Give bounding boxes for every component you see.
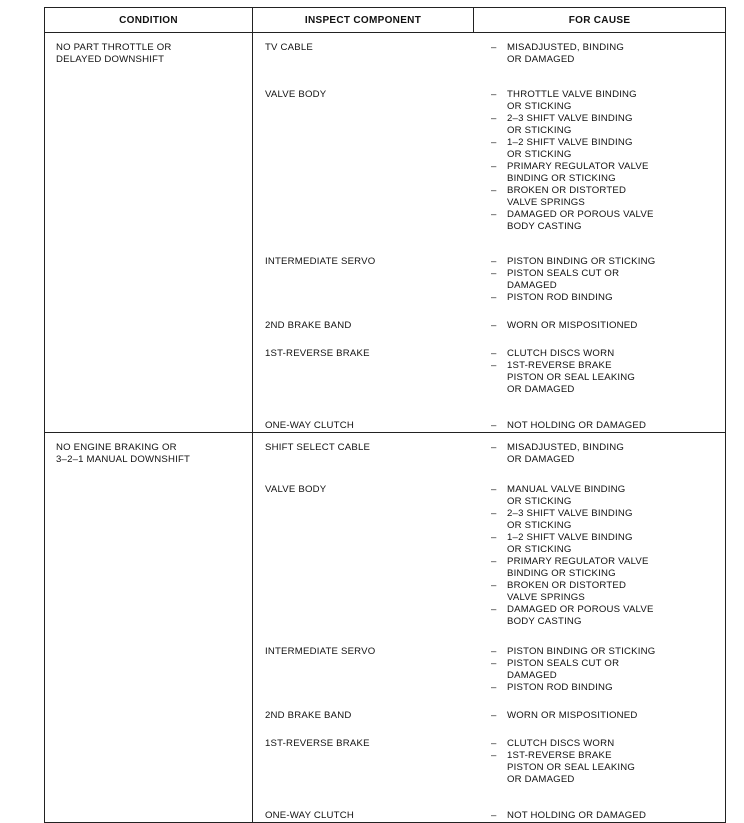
- cause-list: [474, 348, 725, 396]
- cause-text: WORN OR MISPOSITIONED: [507, 710, 638, 721]
- cause-list: [474, 89, 725, 233]
- dash-marker: –: [491, 646, 497, 657]
- cause-list: [474, 484, 725, 628]
- cause-text: BROKEN OR DISTORTED VALVE SPRINGS: [507, 185, 627, 208]
- dash-marker: –: [491, 209, 497, 220]
- dash-marker: –: [491, 750, 497, 761]
- dash-marker: –: [491, 442, 497, 453]
- component-label: 2ND BRAKE BAND: [265, 320, 352, 331]
- component-label: 1ST-REVERSE BRAKE: [265, 738, 370, 749]
- component-label: VALVE BODY: [265, 484, 327, 495]
- condition-cell: [45, 33, 253, 433]
- cause-text: PISTON SEALS CUT OR DAMAGED: [507, 658, 620, 681]
- dash-marker: –: [491, 89, 497, 100]
- components-cell: [253, 433, 726, 823]
- dash-marker: –: [491, 42, 497, 53]
- dash-marker: –: [491, 532, 497, 543]
- dash-marker: –: [491, 710, 497, 721]
- dash-marker: –: [491, 420, 497, 431]
- list-item: [253, 738, 725, 786]
- cause-list: [474, 320, 725, 332]
- dash-marker: –: [491, 682, 497, 693]
- cause-text: PISTON SEALS CUT OR DAMAGED: [507, 268, 620, 291]
- cause-text: NOT HOLDING OR DAMAGED: [507, 420, 647, 431]
- cause-item: [491, 508, 725, 532]
- list-item: [253, 256, 725, 304]
- dash-marker: –: [491, 256, 497, 267]
- list-item: [253, 646, 725, 694]
- cause-text: THROTTLE VALVE BINDING OR STICKING: [507, 89, 637, 112]
- list-item: [253, 420, 725, 432]
- condition-text: NO ENGINE BRAKING OR 3–2–1 MANUAL DOWNSHIFT: [56, 442, 191, 465]
- components-cell: [253, 33, 726, 433]
- component-label: 2ND BRAKE BAND: [265, 710, 352, 721]
- cause-item: [491, 738, 725, 750]
- cause-text: PISTON BINDING OR STICKING: [507, 646, 656, 657]
- cause-text: 1ST-REVERSE BRAKE PISTON OR SEAL LEAKING OR DAMAGED: [507, 360, 636, 395]
- cause-text: PRIMARY REGULATOR VALVE BINDING OR STICKING: [507, 556, 649, 579]
- cause-item: [491, 42, 725, 66]
- cause-text: 2–3 SHIFT VALVE BINDING OR STICKING: [507, 113, 633, 136]
- cause-item: [491, 604, 725, 628]
- cause-text: CLUTCH DISCS WORN: [507, 738, 615, 749]
- diagnosis-table: [44, 7, 726, 823]
- component-label: INTERMEDIATE SERVO: [265, 646, 376, 657]
- cause-text: 2–3 SHIFT VALVE BINDING OR STICKING: [507, 508, 633, 531]
- cause-text: WORN OR MISPOSITIONED: [507, 320, 638, 331]
- dash-marker: –: [491, 185, 497, 196]
- cause-item: [491, 161, 725, 185]
- cause-item: [491, 710, 725, 722]
- cause-item: [491, 113, 725, 137]
- cause-item: [491, 420, 725, 432]
- cause-list: [474, 256, 725, 304]
- dash-marker: –: [491, 556, 497, 567]
- dash-marker: –: [491, 484, 497, 495]
- table-row: [45, 433, 726, 823]
- cause-list: [474, 646, 725, 694]
- component-label: ONE-WAY CLUTCH: [265, 810, 354, 821]
- entry-list: [253, 433, 725, 822]
- condition-text: NO PART THROTTLE OR DELAYED DOWNSHIFT: [56, 42, 172, 65]
- dash-marker: –: [491, 161, 497, 172]
- cause-text: PISTON BINDING OR STICKING: [507, 256, 656, 267]
- dash-marker: –: [491, 292, 497, 303]
- cause-item: [491, 185, 725, 209]
- cause-text: NOT HOLDING OR DAMAGED: [507, 810, 647, 821]
- dash-marker: –: [491, 580, 497, 591]
- cause-item: [491, 556, 725, 580]
- cause-item: [491, 580, 725, 604]
- cause-text: BROKEN OR DISTORTED VALVE SPRINGS: [507, 580, 627, 603]
- cause-text: DAMAGED OR POROUS VALVE BODY CASTING: [507, 604, 654, 627]
- cause-item: [491, 256, 725, 268]
- cause-text: DAMAGED OR POROUS VALVE BODY CASTING: [507, 209, 654, 232]
- cause-item: [491, 532, 725, 556]
- component-label: VALVE BODY: [265, 89, 327, 100]
- dash-marker: –: [491, 137, 497, 148]
- cause-item: [491, 89, 725, 113]
- header-for-cause: FOR CAUSE: [474, 8, 726, 33]
- condition-cell: [45, 433, 253, 823]
- list-item: [253, 320, 725, 332]
- dash-marker: –: [491, 810, 497, 821]
- cause-item: [491, 348, 725, 360]
- dash-marker: –: [491, 508, 497, 519]
- list-item: [253, 89, 725, 233]
- table-row: [45, 33, 726, 433]
- cause-item: [491, 442, 725, 466]
- dash-marker: –: [491, 658, 497, 669]
- header-inspect-component: INSPECT COMPONENT: [253, 8, 474, 33]
- cause-list: [474, 42, 725, 66]
- cause-item: [491, 682, 725, 694]
- component-label: SHIFT SELECT CABLE: [265, 442, 371, 453]
- cause-list: [474, 442, 725, 466]
- cause-list: [474, 420, 725, 432]
- cause-text: PISTON ROD BINDING: [507, 292, 613, 303]
- cause-item: [491, 360, 725, 396]
- component-label: TV CABLE: [265, 42, 313, 53]
- dash-marker: –: [491, 113, 497, 124]
- list-item: [253, 484, 725, 628]
- list-item: [253, 442, 725, 466]
- cause-text: MISADJUSTED, BINDING OR DAMAGED: [507, 442, 625, 465]
- cause-text: PRIMARY REGULATOR VALVE BINDING OR STICKING: [507, 161, 649, 184]
- cause-text: 1–2 SHIFT VALVE BINDING OR STICKING: [507, 532, 633, 555]
- cause-text: 1ST-REVERSE BRAKE PISTON OR SEAL LEAKING OR DAMAGED: [507, 750, 636, 785]
- header-row: [45, 8, 726, 33]
- cause-item: [491, 658, 725, 682]
- component-label: ONE-WAY CLUTCH: [265, 420, 354, 431]
- cause-item: [491, 137, 725, 161]
- cause-text: CLUTCH DISCS WORN: [507, 348, 615, 359]
- component-label: 1ST-REVERSE BRAKE: [265, 348, 370, 359]
- list-item: [253, 710, 725, 722]
- cause-item: [491, 320, 725, 332]
- dash-marker: –: [491, 604, 497, 615]
- list-item: [253, 42, 725, 66]
- cause-text: PISTON ROD BINDING: [507, 682, 613, 693]
- cause-item: [491, 646, 725, 658]
- header-condition: CONDITION: [45, 8, 253, 33]
- cause-text: MISADJUSTED, BINDING OR DAMAGED: [507, 42, 625, 65]
- cause-text: MANUAL VALVE BINDING OR STICKING: [507, 484, 626, 507]
- cause-item: [491, 209, 725, 233]
- entry-list: [253, 33, 725, 432]
- cause-text: 1–2 SHIFT VALVE BINDING OR STICKING: [507, 137, 633, 160]
- dash-marker: –: [491, 320, 497, 331]
- cause-item: [491, 292, 725, 304]
- cause-item: [491, 484, 725, 508]
- dash-marker: –: [491, 268, 497, 279]
- component-label: INTERMEDIATE SERVO: [265, 256, 376, 267]
- list-item: [253, 348, 725, 396]
- cause-item: [491, 750, 725, 786]
- dash-marker: –: [491, 738, 497, 749]
- cause-list: [474, 710, 725, 722]
- cause-item: [491, 268, 725, 292]
- dash-marker: –: [491, 348, 497, 359]
- dash-marker: –: [491, 360, 497, 371]
- cause-list: [474, 738, 725, 786]
